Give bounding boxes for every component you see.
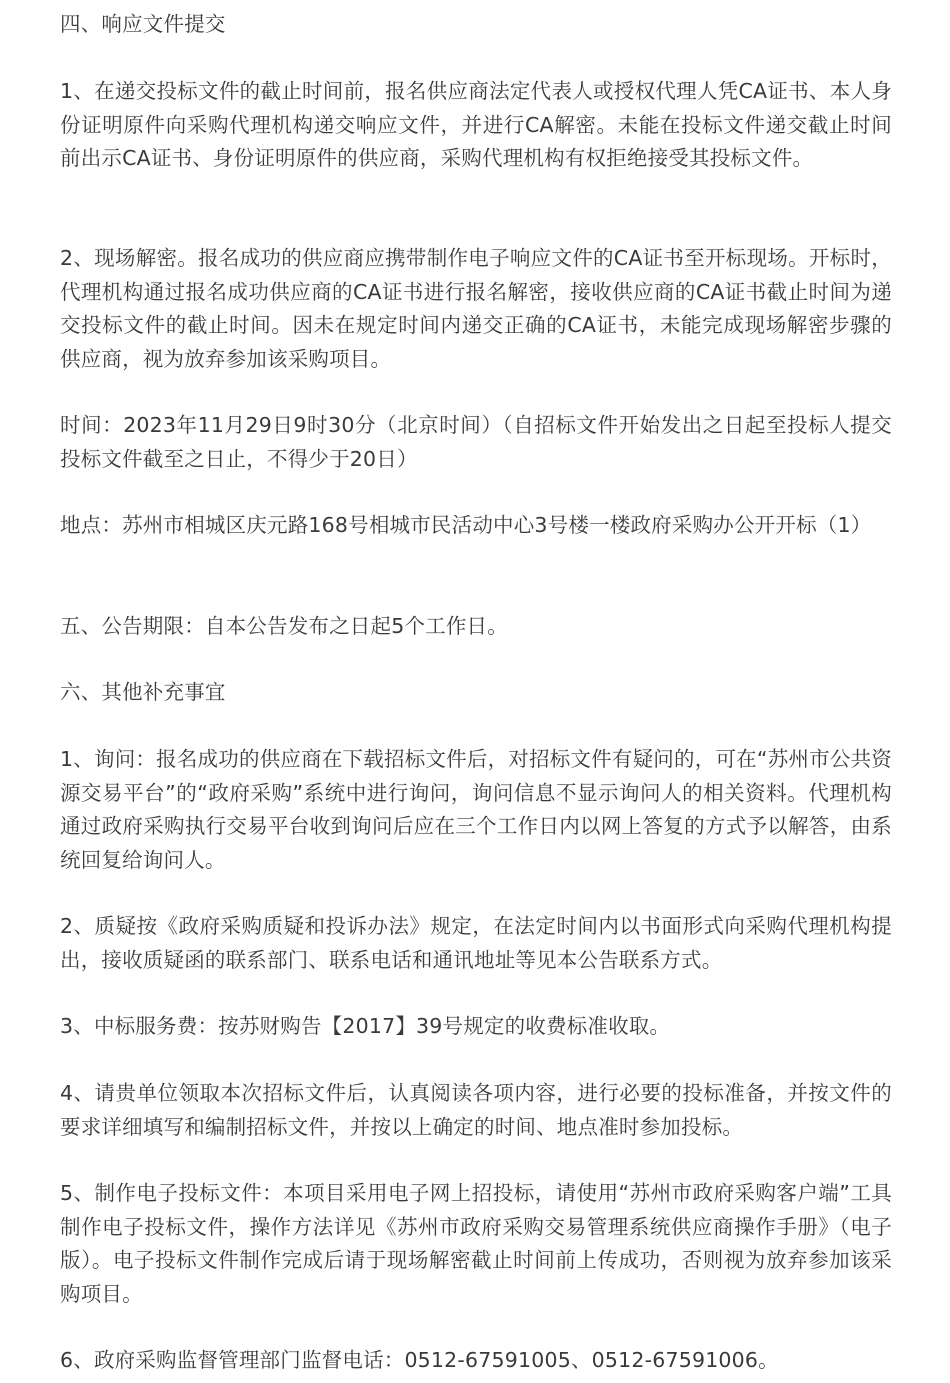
paragraph-bid-preparation: 4、请贵单位领取本次招标文件后，认真阅读各项内容，进行必要的投标准备，并按文件的要求详细填写和编制招标文件，并按以上确定的时间、地点准时参加投标。 [60, 1081, 892, 1139]
paragraph-challenge: 2、质疑按《政府采购质疑和投诉办法》规定，在法定时间内以书面形式向采购代理机构提出，接收质疑函的联系部门、联系电话和通讯地址等见本公告联系方式。 [60, 914, 892, 972]
section-heading-notice-period: 五、公告期限：自本公告发布之日起5个工作日。 [60, 614, 508, 638]
section-heading-response-submission: 四、响应文件提交 [60, 12, 226, 36]
paragraph-inquiry: 1、询问：报名成功的供应商在下载招标文件后，对招标文件有疑问的，可在“苏州市公共资源交易平台”的“政府采购”系统中进行询问，询问信息不显示询问人的相关资料。代理机构通过政府采购执行交易平台收到询问后应在三个工作日内以网上答复的方式予以解答，由系统回复给询问人。 [60, 747, 892, 872]
paragraph-supervision-phone: 6、政府采购监督管理部门监督电话：0512-67591005、0512-67591006。 [60, 1348, 779, 1372]
paragraph-onsite-decryption: 2、现场解密。报名成功的供应商应携带制作电子响应文件的CA证书至开标现场。开标时，代理机构通过报名成功供应商的CA证书进行报名解密，接收供应商的CA证书截止时间为递交投标文件的截止时间。因未在规定时间内递交正确的CA证书，未能完成现场解密步骤的供应商，视为放弃参加该采购项目。 [60, 246, 892, 371]
paragraph-opening-time: 时间：2023年11月29日9时30分（北京时间）（自招标文件开始发出之日起至投标人提交投标文件截至之日止，不得少于20日） [60, 413, 892, 471]
paragraph-submission-deadline: 1、在递交投标文件的截止时间前，报名供应商法定代表人或授权代理人凭CA证书、本人身份证明原件向采购代理机构递交响应文件，并进行CA解密。未能在投标文件递交截止时间前出示CA证书、身份证明原件的供应商，采购代理机构有权拒绝接受其投标文件。 [60, 79, 892, 170]
paragraph-service-fee: 3、中标服务费：按苏财购告【2017】39号规定的收费标准收取。 [60, 1014, 671, 1038]
paragraph-electronic-bid: 5、制作电子投标文件：本项目采用电子网上招投标，请使用“苏州市政府采购客户端”工具制作电子投标文件，操作方法详见《苏州市政府采购交易管理系统供应商操作手册》（电子版）。电子投标文件制作完成后请于现场解密截止时间前上传成功，否则视为放弃参加该采购项目。 [60, 1181, 892, 1306]
paragraph-opening-location: 地点：苏州市相城区庆元路168号相城市民活动中心3号楼一楼政府采购办公开开标（1） [60, 513, 872, 537]
section-heading-other-matters: 六、其他补充事宜 [60, 680, 226, 704]
